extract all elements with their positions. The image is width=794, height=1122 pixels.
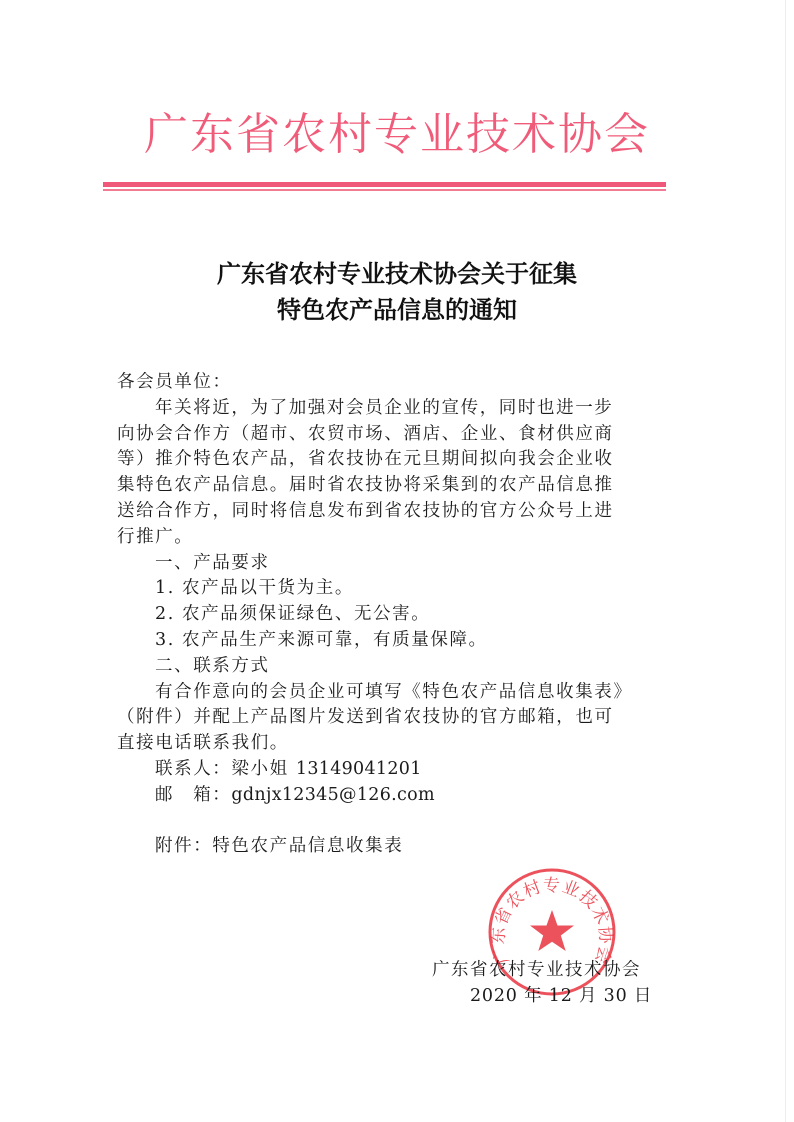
document-title (0, 256, 794, 328)
signature-org: 广东省农村专业技术协会 (432, 960, 641, 980)
signature-date: 2020 年 12 月 30 日 (470, 985, 653, 1006)
scan-edge (785, 0, 786, 1122)
title-line-2: 特色农产品信息的通知 (277, 295, 517, 324)
section-heading-contact: 二、联系方式 (155, 655, 270, 676)
paragraph-line: （附件）并配上产品图片发送到省农技协的官方邮箱，也可 (117, 707, 614, 728)
paragraph-line: 行推广。 (117, 526, 194, 547)
seal-text: 广东省农村专业技术协会 (488, 875, 616, 967)
email-address: gdnjx12345@126.com (231, 784, 435, 805)
signature-block (432, 958, 672, 1010)
masthead-rule-thick (103, 182, 666, 187)
paragraph-line: 直接电话联系我们。 (117, 733, 289, 754)
requirement-item: 1. 农产品以干货为主。 (155, 578, 354, 599)
contact-person-row (117, 757, 677, 783)
contact-phone: 13149041201 (295, 758, 422, 779)
spacer (117, 809, 677, 835)
email-row (117, 783, 677, 809)
masthead-rule-thin (103, 189, 666, 191)
attachment-label: 附件： (155, 836, 213, 857)
intro-paragraph (117, 396, 677, 551)
attachment-name: 特色农产品信息收集表 (212, 836, 404, 857)
paragraph-line: 向协会合作方（超市、农贸市场、酒店、企业、食材供应商 (117, 423, 614, 444)
title-line-1: 广东省农村专业技术协会关于征集 (217, 259, 577, 288)
requirement-item: 2. 农产品须保证绿色、无公害。 (155, 604, 431, 625)
salutation: 各会员单位： (117, 372, 232, 392)
contact-label: 联系人： (155, 758, 232, 779)
document-body (117, 370, 677, 860)
paragraph-line: 集特色农产品信息。届时省农技协将采集到的农产品信息推 (117, 475, 614, 496)
star-icon (530, 910, 574, 951)
masthead-org-name: 广东省农村专业技术协会 (144, 109, 650, 160)
paragraph-line: 等）推介特色农产品，省农技协在元旦期间拟向我会企业收 (117, 449, 614, 470)
contact-name: 梁小姐 (231, 758, 289, 779)
paragraph-line: 送给合作方，同时将信息发布到省农技协的官方公众号上进 (117, 500, 614, 521)
section-heading-requirements: 一、产品要求 (155, 552, 270, 573)
email-label: 邮 箱： (155, 784, 232, 805)
paragraph-line: 有合作意向的会员企业可填写《特色农产品信息收集表》 (155, 681, 633, 702)
requirement-item: 3. 农产品生产来源可靠，有质量保障。 (155, 629, 488, 650)
attachment-row (117, 834, 677, 860)
paragraph-line: 年关将近，为了加强对会员企业的宣传，同时也进一步 (155, 397, 614, 418)
